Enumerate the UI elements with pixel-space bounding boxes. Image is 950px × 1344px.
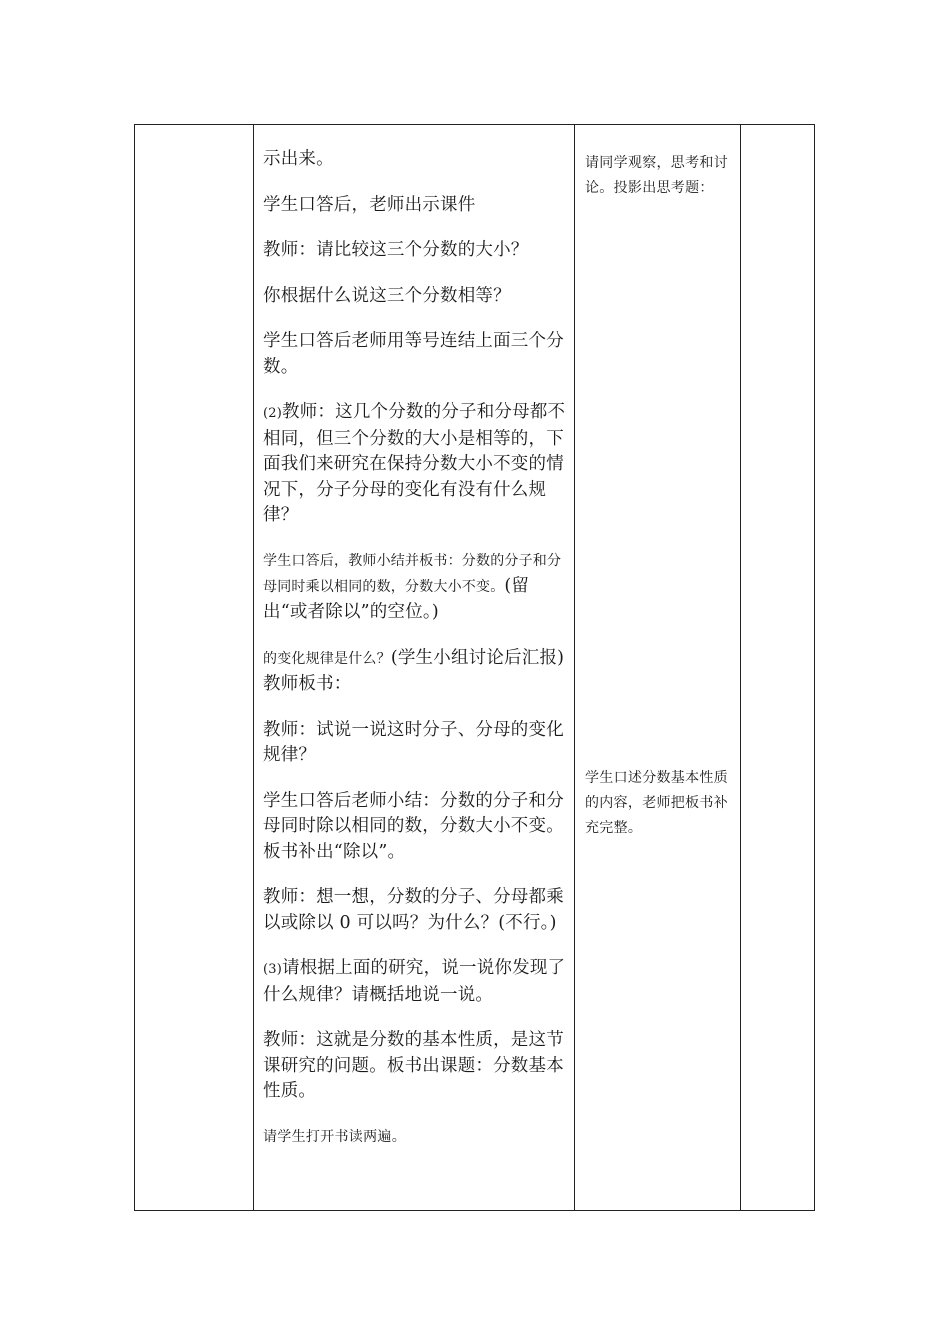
paragraph: 教师：试说一说这时分子、分母的变化规律？	[263, 719, 564, 765]
paragraph: 学生口答后老师用等号连结上面三个分数。	[263, 331, 564, 377]
paragraph: 教师：请比较这三个分数的大小？	[263, 240, 529, 260]
paragraph: 示出来。	[263, 149, 334, 169]
paragraph: 教师：这就是分数的基本性质，是这节课研究的问题。板书出课题：分数基本性质。	[263, 1030, 564, 1101]
activity-note: 请同学观察，思考和讨论。投影出思考题：	[585, 155, 728, 196]
paragraph-text: (留出“或者除以”的空位。)	[263, 575, 530, 622]
paragraph	[263, 646, 566, 698]
paragraph: 学生口答后，老师出示课件	[263, 194, 476, 215]
paragraph-text: 教师：这几个分数的分子和分母都不相同，但三个分数的大小是相等的，下面我们来研究在保持分数大小不变的情况下，分子分母的变化有没有什么规律？	[263, 402, 566, 525]
paragraph: 学生口答后老师小结：分数的分子和分母同时除以相同的数，分数大小不变。板书补出“除以”。	[263, 790, 564, 862]
paragraph	[263, 549, 566, 626]
paragraph	[263, 400, 566, 529]
paragraph: 请学生打开书读两遍。	[263, 1128, 406, 1145]
student-activity-cell	[575, 125, 739, 1210]
paragraph-text: 的变化规律是什么？	[263, 650, 391, 667]
step-number: (3)	[263, 962, 283, 977]
paragraph-text: (学生小组讨论后汇报)教师板书：	[263, 647, 565, 694]
activity-note: 学生口述分数基本性质的内容，老师把板书补充完整。	[585, 770, 728, 836]
paragraph	[263, 956, 566, 1008]
lesson-plan-table	[134, 124, 815, 1211]
paragraph-text: 学生口答后，教师小结并板书：分数的分子和分母同时乘以相同的数，分数大小不变。	[263, 552, 562, 595]
column-divider	[740, 125, 741, 1210]
paragraph: 教师：想一想，分数的分子、分母都乘以或除以 0 可以吗？为什么？(不行。)	[263, 887, 564, 933]
step-number: (2)	[263, 406, 283, 421]
paragraph: 你根据什么说这三个分数相等？	[263, 285, 511, 306]
paragraph-text: 请根据上面的研究，说一说你发现了什么规律？请概括地说一说。	[263, 958, 566, 1005]
teaching-process-cell	[254, 125, 574, 1210]
